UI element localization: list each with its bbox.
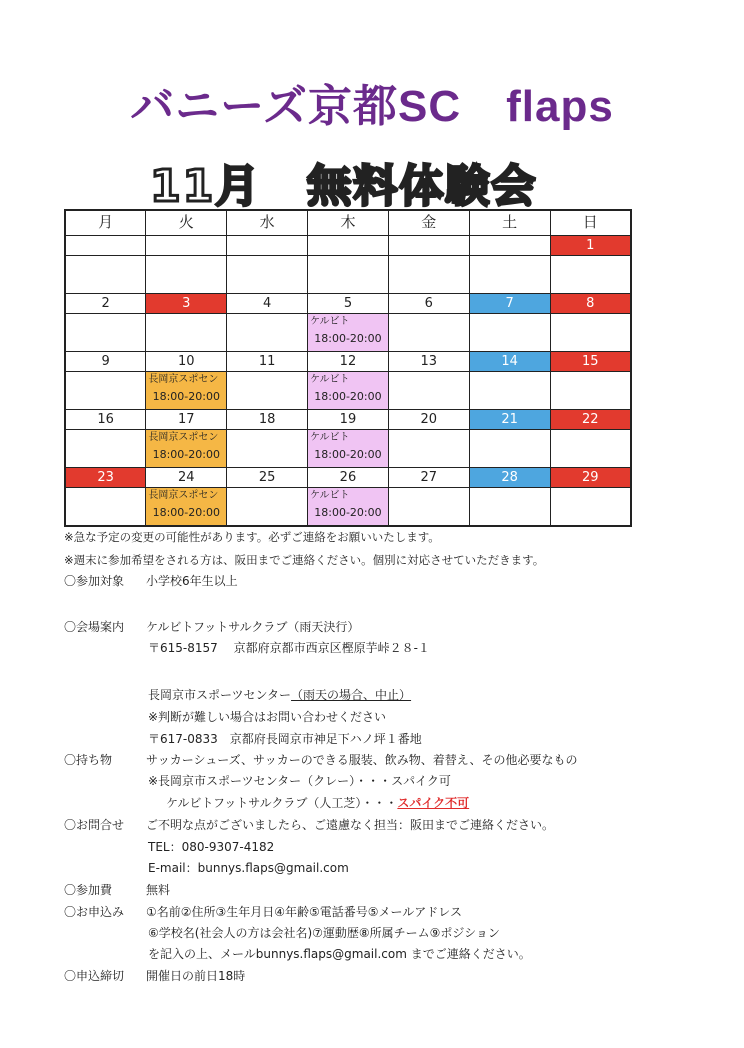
week-event-row [65,430,631,468]
event-name: ケルビト [310,490,350,501]
event-cell [550,314,631,352]
date-cell: 5 [308,294,389,314]
event-cell [388,430,469,468]
bring-3-text: ケルビトフットサルクラブ（人工芝）・・・ [166,796,398,810]
event-cell [227,314,308,352]
contact-tel: TEL：080-9307-4182 [148,840,275,854]
week-date-row [65,236,631,256]
bring-row [64,750,578,771]
event-cell [308,372,389,410]
event-entry [308,372,388,409]
event-cell [388,314,469,352]
date-cell [388,236,469,256]
event-cell [65,488,146,527]
apply-1: ①名前②住所③生年月日④年齢⑤電話番号⑤メールアドレス [146,905,462,919]
bring-3 [166,793,469,814]
event-cell [65,430,146,468]
event-cell [308,488,389,527]
event-cell [146,256,227,294]
date-cell [227,236,308,256]
event-cell [146,488,227,527]
event-entry [308,488,388,525]
date-cell: 8 [550,294,631,314]
event-cell [469,372,550,410]
event-cell [146,314,227,352]
event-cell [388,488,469,527]
weekday-header: 火 [146,210,227,236]
date-cell: 10 [146,352,227,372]
event-time: 18:00-20:00 [314,506,382,519]
event-name: ケルビト [310,316,350,327]
event-cell [388,256,469,294]
venue2-address: 〒617-0833 京都府長岡京市神足下ハノ坪１番地 [148,732,422,746]
apply-row [64,902,462,923]
event-cell [550,488,631,527]
week-date-row [65,294,631,314]
bring-2: ※長岡京市スポーツセンター（クレー）・・・スパイク可 [148,774,451,788]
event-cell [227,372,308,410]
event-time: 18:00-20:00 [152,448,220,461]
event-name: 長岡京スポセン [148,432,219,443]
event-cell [469,430,550,468]
event-entry [146,488,226,525]
target-row [64,571,238,592]
date-cell: 9 [65,352,146,372]
date-cell: 27 [388,468,469,488]
no-spike-warning: スパイク不可 [397,796,470,810]
event-cell [65,314,146,352]
event-name: 長岡京スポセン [148,490,219,501]
venue1-name: ケルビトフットサルクラブ（雨天決行） [146,620,360,634]
contact-row [64,815,554,836]
page-subtitle: 11月 無料体験会 [150,161,538,212]
date-cell: 1 [550,236,631,256]
venue-row [64,617,359,638]
date-cell: 21 [469,410,550,430]
venue-label: 〇会場案内 [64,620,125,634]
date-cell: 19 [308,410,389,430]
date-cell: 23 [65,468,146,488]
date-cell: 6 [388,294,469,314]
event-cell [550,430,631,468]
deadline-value: 開催日の前日18時 [146,969,246,983]
apply-label: 〇お申込み [64,905,125,919]
date-cell: 20 [388,410,469,430]
event-time: 18:00-20:00 [314,448,382,461]
event-entry [308,430,388,467]
week-event-row [65,372,631,410]
note-2: ※週末に参加希望をされる方は、阪田までご連絡ください。個別に対応させていただきます。 [64,553,545,567]
event-cell [146,430,227,468]
event-time: 18:00-20:00 [314,390,382,403]
date-cell: 22 [550,410,631,430]
fee-row [64,880,170,901]
venue2-name: 長岡京市スポーツセンター [148,688,292,702]
date-cell: 7 [469,294,550,314]
event-time: 18:00-20:00 [152,506,220,519]
date-cell: 28 [469,468,550,488]
contact-label: 〇お問合せ [64,818,125,832]
event-cell [227,430,308,468]
weekday-header: 水 [227,210,308,236]
event-entry [146,372,226,409]
event-time: 18:00-20:00 [314,332,382,345]
event-name: 長岡京スポセン [148,374,219,385]
weekday-header: 月 [65,210,146,236]
date-cell: 13 [388,352,469,372]
venue2-row [148,685,411,706]
event-name: ケルビト [310,432,350,443]
event-cell [550,256,631,294]
week-event-row [65,488,631,527]
bring-1: サッカーシューズ、サッカーのできる服装、飲み物、着替え、その他必要なもの [146,753,578,767]
event-cell [65,372,146,410]
event-cell [469,488,550,527]
date-cell: 15 [550,352,631,372]
note-1: ※急な予定の変更の可能性があります。必ずご連絡をお願いいたします。 [64,530,440,544]
date-cell: 29 [550,468,631,488]
deadline-label: 〇申込締切 [64,969,125,983]
date-cell [146,236,227,256]
date-cell: 4 [227,294,308,314]
week-date-row [65,468,631,488]
date-cell: 3 [146,294,227,314]
weekday-header: 金 [388,210,469,236]
event-entry [308,314,388,351]
date-cell [308,236,389,256]
apply-2: ⑥学校名(社会人の方は会社名)⑦運動歴⑧所属チーム⑨ポジション [148,926,500,940]
calendar-header-row [65,210,631,236]
event-cell [146,372,227,410]
date-cell [469,236,550,256]
event-cell [308,256,389,294]
event-cell [388,372,469,410]
week-event-row [65,256,631,294]
target-value: 小学校6年生以上 [146,574,238,588]
fee-label: 〇参加費 [64,883,113,897]
event-cell [65,256,146,294]
page-title: バニーズ京都SC flaps [130,82,614,131]
weekday-header: 土 [469,210,550,236]
event-cell [550,372,631,410]
event-cell [227,256,308,294]
date-cell: 17 [146,410,227,430]
bring-label: 〇持ち物 [64,753,113,767]
calendar-table [64,209,632,527]
event-cell [308,314,389,352]
fee-value: 無料 [146,883,171,897]
event-cell [469,256,550,294]
date-cell: 25 [227,468,308,488]
event-cell [308,430,389,468]
venue1-address: 〒615-8157 京都府京都市西京区樫原芋峠２８-１ [148,641,430,655]
apply-3: を記入の上、メールbunnys.flaps@gmail.com までご連絡ください。 [148,947,531,961]
date-cell: 14 [469,352,550,372]
event-name: ケルビト [310,374,350,385]
date-cell: 18 [227,410,308,430]
venue2-judge-note: ※判断が難しい場合はお問い合わせください [148,710,387,724]
event-time: 18:00-20:00 [152,390,220,403]
calendar-body [65,236,631,527]
contact-text: ご不明な点がございましたら、ご遠慮なく担当：阪田までご連絡ください。 [146,818,555,832]
event-cell [469,314,550,352]
target-label: 〇参加対象 [64,574,125,588]
deadline-row [64,966,245,987]
date-cell: 26 [308,468,389,488]
weekday-header: 日 [550,210,631,236]
date-cell: 16 [65,410,146,430]
date-cell: 12 [308,352,389,372]
date-cell: 11 [227,352,308,372]
date-cell [65,236,146,256]
week-event-row [65,314,631,352]
event-entry [146,430,226,467]
date-cell: 2 [65,294,146,314]
venue2-rain-note: （雨天の場合、中止） [291,688,412,702]
event-cell [227,488,308,527]
contact-email: E-mail：bunnys.flaps@gmail.com [148,861,349,875]
weekday-header: 木 [308,210,389,236]
date-cell: 24 [146,468,227,488]
week-date-row [65,352,631,372]
week-date-row [65,410,631,430]
